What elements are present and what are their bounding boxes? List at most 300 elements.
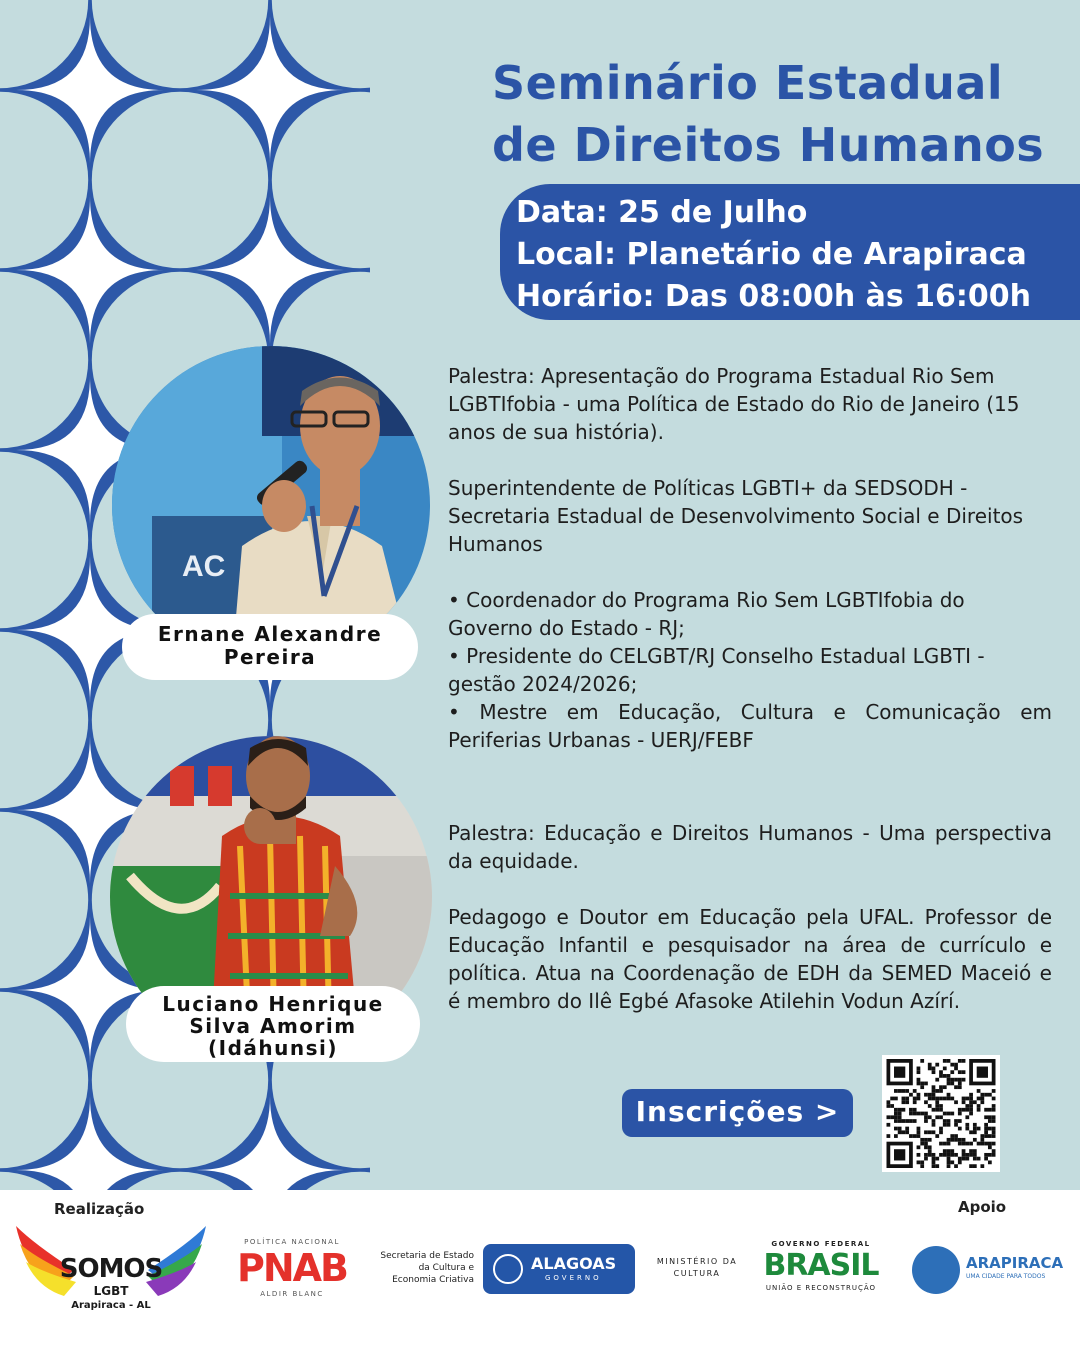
qr-module	[928, 1130, 932, 1134]
qr-module	[920, 1164, 924, 1168]
qr-module	[909, 1134, 913, 1138]
qr-module	[928, 1149, 932, 1153]
qr-module	[902, 1119, 906, 1123]
qr-module	[947, 1078, 951, 1082]
qr-module	[932, 1164, 936, 1168]
qr-module	[969, 1112, 973, 1116]
qr-module	[928, 1115, 932, 1119]
qr-module	[913, 1097, 917, 1101]
qr-module	[905, 1119, 909, 1123]
qr-module	[917, 1093, 921, 1097]
qr-module	[958, 1160, 962, 1164]
qr-module	[954, 1063, 958, 1067]
qr-module	[954, 1078, 958, 1082]
qr-module	[958, 1070, 962, 1074]
qr-module	[947, 1160, 951, 1164]
ministerio-line-2: CULTURA	[673, 1269, 721, 1278]
qr-module	[928, 1145, 932, 1149]
qr-module	[969, 1130, 973, 1134]
qr-module	[943, 1059, 947, 1063]
qr-module	[939, 1127, 943, 1131]
qr-module	[932, 1108, 936, 1112]
qr-module	[917, 1082, 921, 1086]
qr-module	[947, 1097, 951, 1101]
qr-module	[965, 1123, 969, 1127]
qr-module	[980, 1097, 984, 1101]
qr-module	[905, 1097, 909, 1101]
qr-module	[984, 1142, 988, 1146]
qr-module	[947, 1153, 951, 1157]
qr-module	[939, 1115, 943, 1119]
qr-module	[898, 1127, 902, 1131]
qr-module	[954, 1067, 958, 1071]
qr-module	[932, 1093, 936, 1097]
qr-module	[980, 1134, 984, 1138]
apoio-label: Apoio	[958, 1198, 1007, 1216]
qr-module	[954, 1100, 958, 1104]
qr-module	[905, 1127, 909, 1131]
qr-module	[954, 1085, 958, 1089]
qr-module	[988, 1115, 992, 1119]
qr-module	[962, 1149, 966, 1153]
qr-module	[902, 1097, 906, 1101]
qr-module	[935, 1078, 939, 1082]
qr-module	[943, 1112, 947, 1116]
qr-module	[917, 1130, 921, 1134]
event-info-band	[500, 184, 1080, 320]
qr-module	[962, 1100, 966, 1104]
qr-module	[988, 1145, 992, 1149]
qr-module	[924, 1119, 928, 1123]
qr-module	[950, 1078, 954, 1082]
qr-module	[947, 1123, 951, 1127]
secretaria-line-1: Secretaria de Estado	[380, 1251, 474, 1261]
qr-module	[924, 1093, 928, 1097]
brasil-word: BRASIL	[763, 1248, 879, 1283]
qr-module	[935, 1097, 939, 1101]
secretaria-line-3: Economia Criativa	[392, 1275, 474, 1285]
brasil-bottom: UNIÃO E RECONSTRUÇÃO	[765, 1284, 877, 1292]
qr-module	[917, 1127, 921, 1131]
qr-module	[932, 1085, 936, 1089]
qr-code[interactable]	[882, 1055, 1000, 1172]
pnab-word: PNAB	[236, 1246, 348, 1290]
qr-module	[905, 1100, 909, 1104]
qr-module	[988, 1127, 992, 1131]
qr-module	[902, 1130, 906, 1134]
speaker-1-role: Superintendente de Políticas LGBTI+ da SEDSODH - Secretaria Estadual de Desenvolvimento Social e Direitos Humanos	[448, 476, 1024, 556]
qr-module	[950, 1138, 954, 1142]
qr-module	[950, 1082, 954, 1086]
speaker-1-description	[448, 362, 1052, 754]
qr-module	[950, 1070, 954, 1074]
speaker-2-name-pill	[126, 986, 420, 1062]
svg-text:AC: AC	[182, 550, 226, 583]
qr-module	[965, 1153, 969, 1157]
qr-module	[958, 1085, 962, 1089]
qr-module	[939, 1074, 943, 1078]
qr-module	[943, 1085, 947, 1089]
event-date: Data: 25 de Julho	[516, 195, 808, 230]
page-title	[492, 52, 1072, 176]
qr-module	[928, 1063, 932, 1067]
qr-module	[992, 1115, 996, 1119]
qr-module	[887, 1104, 891, 1108]
speaker-1-bullet-3: • Mestre em Educação, Cultura e Comunicação em Periferias Urbanas - UERJ/FEBF	[448, 700, 1052, 752]
qr-module	[954, 1123, 958, 1127]
qr-module	[950, 1160, 954, 1164]
qr-module	[909, 1108, 913, 1112]
qr-module	[894, 1108, 898, 1112]
qr-module	[950, 1134, 954, 1138]
qr-module	[947, 1149, 951, 1153]
arapiraca-crest-icon	[912, 1246, 960, 1294]
qr-module	[932, 1097, 936, 1101]
qr-finder	[894, 1067, 905, 1078]
qr-module	[920, 1059, 924, 1063]
qr-module	[988, 1153, 992, 1157]
qr-module	[984, 1115, 988, 1119]
qr-module	[980, 1138, 984, 1142]
qr-module	[894, 1097, 898, 1101]
qr-module	[924, 1145, 928, 1149]
qr-module	[939, 1085, 943, 1089]
pnab-logo	[230, 1238, 354, 1306]
qr-module	[969, 1142, 973, 1146]
alagoas-governo-logo	[483, 1244, 635, 1294]
qr-module	[890, 1104, 894, 1108]
qr-module	[988, 1108, 992, 1112]
qr-module	[958, 1112, 962, 1116]
qr-module	[917, 1067, 921, 1071]
realizacao-label: Realização	[54, 1200, 145, 1218]
qr-module	[917, 1097, 921, 1101]
qr-module	[977, 1108, 981, 1112]
qr-module	[939, 1097, 943, 1101]
qr-module	[962, 1153, 966, 1157]
qr-module	[917, 1134, 921, 1138]
qr-module	[962, 1059, 966, 1063]
qr-module	[943, 1074, 947, 1078]
qr-module	[932, 1067, 936, 1071]
qr-module	[977, 1089, 981, 1093]
qr-module	[924, 1115, 928, 1119]
qr-module	[992, 1127, 996, 1131]
qr-module	[947, 1112, 951, 1116]
pnab-top: POLÍTICA NACIONAL	[244, 1238, 340, 1246]
qr-module	[913, 1134, 917, 1138]
qr-module	[962, 1138, 966, 1142]
qr-module	[932, 1089, 936, 1093]
qr-module	[924, 1157, 928, 1161]
qr-module	[977, 1104, 981, 1108]
qr-module	[958, 1127, 962, 1131]
qr-module	[992, 1130, 996, 1134]
sponsors-footer	[0, 1190, 1080, 1350]
qr-module	[898, 1119, 902, 1123]
qr-module	[935, 1100, 939, 1104]
qr-module	[939, 1153, 943, 1157]
qr-module	[954, 1134, 958, 1138]
qr-module	[984, 1108, 988, 1112]
alagoas-word: ALAGOAS	[531, 1254, 617, 1273]
qr-module	[958, 1142, 962, 1146]
event-time: Horário: Das 08:00h às 16:00h	[516, 279, 1032, 314]
qr-module	[950, 1112, 954, 1116]
qr-module	[932, 1160, 936, 1164]
arapiraca-word: ARAPIRACA	[966, 1254, 1064, 1272]
somos-lgbt-logo	[14, 1224, 208, 1322]
speaker-1-name-pill	[122, 614, 418, 680]
qr-module	[969, 1108, 973, 1112]
qr-module	[969, 1149, 973, 1153]
qr-module	[943, 1123, 947, 1127]
qr-module	[943, 1097, 947, 1101]
qr-module	[947, 1157, 951, 1161]
qr-module	[913, 1108, 917, 1112]
qr-module	[980, 1100, 984, 1104]
speaker-1-bullet-2: • Presidente do CELGBT/RJ Conselho Estadual LGBTI - gestão 2024/2026;	[448, 644, 985, 696]
qr-module	[935, 1063, 939, 1067]
qr-module	[950, 1153, 954, 1157]
qr-module	[898, 1089, 902, 1093]
qr-module	[894, 1089, 898, 1093]
qr-module	[902, 1089, 906, 1093]
qr-module	[969, 1153, 973, 1157]
qr-module	[958, 1157, 962, 1161]
arapiraca-sub: UMA CIDADE PARA TODOS	[966, 1273, 1046, 1280]
speaker-1-talk: Palestra: Apresentação do Programa Estadual Rio Sem LGBTIfobia - uma Política de Estado do Rio de Janeiro (15 anos de sua história).	[448, 364, 1020, 444]
qr-module	[947, 1093, 951, 1097]
qr-module	[962, 1142, 966, 1146]
qr-module	[947, 1164, 951, 1168]
qr-module	[935, 1104, 939, 1108]
speaker-1-name-line-1: Ernane Alexandre	[157, 622, 383, 646]
qr-module	[969, 1097, 973, 1101]
qr-module	[984, 1093, 988, 1097]
qr-module	[887, 1123, 891, 1127]
qr-module	[909, 1093, 913, 1097]
qr-module	[894, 1119, 898, 1123]
qr-module	[977, 1127, 981, 1131]
qr-module	[973, 1149, 977, 1153]
qr-module	[958, 1138, 962, 1142]
qr-module	[943, 1119, 947, 1123]
qr-module	[920, 1142, 924, 1146]
pattern-circle	[92, 92, 268, 268]
qr-module	[913, 1112, 917, 1116]
qr-module	[924, 1100, 928, 1104]
qr-module	[973, 1100, 977, 1104]
qr-module	[894, 1115, 898, 1119]
event-location: Local: Planetário de Arapiraca	[516, 237, 1027, 272]
qr-module	[988, 1119, 992, 1123]
qr-module	[973, 1127, 977, 1131]
qr-module	[898, 1112, 902, 1116]
qr-module	[913, 1089, 917, 1093]
secretaria-line-2: da Cultura e	[418, 1263, 474, 1273]
qr-module	[928, 1097, 932, 1101]
qr-module	[935, 1115, 939, 1119]
qr-module	[992, 1104, 996, 1108]
qr-module	[992, 1134, 996, 1138]
qr-module	[980, 1093, 984, 1097]
arapiraca-logo	[910, 1234, 1064, 1294]
qr-module	[920, 1160, 924, 1164]
title-line-2: de Direitos Humanos	[492, 118, 1045, 172]
qr-module	[958, 1059, 962, 1063]
qr-finder	[894, 1149, 905, 1160]
qr-module	[917, 1145, 921, 1149]
qr-module	[965, 1097, 969, 1101]
qr-module	[920, 1082, 924, 1086]
qr-module	[943, 1153, 947, 1157]
qr-module	[902, 1100, 906, 1104]
qr-module	[935, 1157, 939, 1161]
qr-module	[950, 1063, 954, 1067]
qr-module	[924, 1138, 928, 1142]
qr-module	[980, 1164, 984, 1168]
somos-place: Arapiraca - AL	[71, 1300, 151, 1311]
qr-module	[928, 1104, 932, 1108]
qr-module	[924, 1082, 928, 1086]
qr-module	[992, 1153, 996, 1157]
qr-module	[939, 1070, 943, 1074]
qr-module	[984, 1134, 988, 1138]
qr-module	[935, 1089, 939, 1093]
qr-module	[920, 1138, 924, 1142]
qr-module	[898, 1130, 902, 1134]
qr-module	[928, 1153, 932, 1157]
alagoas-sub: GOVERNO	[545, 1274, 602, 1282]
qr-module	[917, 1112, 921, 1116]
qr-module	[984, 1127, 988, 1131]
qr-module	[954, 1164, 958, 1168]
qr-module	[992, 1142, 996, 1146]
qr-module	[913, 1119, 917, 1123]
qr-module	[958, 1119, 962, 1123]
qr-module	[905, 1089, 909, 1093]
qr-module	[939, 1089, 943, 1093]
qr-module	[947, 1119, 951, 1123]
qr-module	[962, 1108, 966, 1112]
qr-module	[958, 1078, 962, 1082]
qr-module	[984, 1130, 988, 1134]
qr-module	[973, 1123, 977, 1127]
alagoas-crest-icon	[493, 1254, 523, 1284]
qr-module	[958, 1082, 962, 1086]
qr-module	[932, 1119, 936, 1123]
qr-module	[962, 1097, 966, 1101]
qr-module	[924, 1142, 928, 1146]
qr-module	[887, 1134, 891, 1138]
qr-module	[935, 1134, 939, 1138]
inscricoes-button[interactable]: Inscrições >	[622, 1089, 853, 1137]
secretaria-cultura-logo	[366, 1250, 474, 1286]
qr-module	[932, 1070, 936, 1074]
qr-module	[917, 1078, 921, 1082]
ministerio-cultura-logo	[650, 1256, 744, 1280]
qr-module	[969, 1093, 973, 1097]
speaker-2-description	[448, 819, 1052, 1043]
qr-module	[917, 1070, 921, 1074]
qr-module	[965, 1127, 969, 1131]
somos-lgbt: LGBT	[93, 1284, 129, 1298]
qr-module	[962, 1078, 966, 1082]
qr-module	[954, 1153, 958, 1157]
qr-module	[939, 1108, 943, 1112]
qr-module	[928, 1067, 932, 1071]
qr-module	[902, 1108, 906, 1112]
qr-module	[932, 1157, 936, 1161]
qr-module	[973, 1153, 977, 1157]
qr-module	[988, 1160, 992, 1164]
qr-module	[898, 1108, 902, 1112]
qr-module	[924, 1130, 928, 1134]
qr-module	[947, 1138, 951, 1142]
qr-module	[980, 1142, 984, 1146]
qr-module	[965, 1115, 969, 1119]
qr-module	[973, 1157, 977, 1161]
qr-module	[932, 1130, 936, 1134]
qr-module	[909, 1112, 913, 1116]
qr-module	[939, 1142, 943, 1146]
brasil-top: GOVERNO FEDERAL	[771, 1240, 871, 1248]
qr-module	[965, 1104, 969, 1108]
qr-module	[913, 1100, 917, 1104]
qr-module	[924, 1153, 928, 1157]
ministerio-line-1: MINISTÉRIO DA	[656, 1257, 738, 1266]
qr-module	[988, 1142, 992, 1146]
qr-module	[992, 1108, 996, 1112]
qr-finder	[977, 1067, 988, 1078]
qr-module	[932, 1153, 936, 1157]
qr-module	[947, 1059, 951, 1063]
qr-module	[887, 1100, 891, 1104]
qr-module	[984, 1123, 988, 1127]
title-line-1: Seminário Estadual	[492, 56, 1004, 110]
speaker-2-name-line-2: Silva Amorim	[189, 1014, 357, 1038]
qr-module	[894, 1112, 898, 1116]
qr-module	[905, 1130, 909, 1134]
qr-module	[943, 1067, 947, 1071]
qr-module	[917, 1160, 921, 1164]
speaker-2-talk: Palestra: Educação e Direitos Humanos - Uma perspectiva da equidade.	[448, 821, 1052, 873]
qr-module	[887, 1115, 891, 1119]
qr-module	[909, 1119, 913, 1123]
qr-module	[950, 1097, 954, 1101]
qr-module	[992, 1149, 996, 1153]
qr-module	[894, 1134, 898, 1138]
speaker-2-name-line-3: (Idáhunsi)	[207, 1036, 338, 1060]
qr-module	[965, 1142, 969, 1146]
qr-module	[984, 1153, 988, 1157]
speaker-1-name-line-2: Pereira	[223, 645, 317, 669]
qr-module	[890, 1097, 894, 1101]
qr-module	[969, 1104, 973, 1108]
qr-module	[924, 1112, 928, 1116]
qr-module	[920, 1112, 924, 1116]
qr-module	[943, 1149, 947, 1153]
qr-module	[943, 1142, 947, 1146]
qr-module	[932, 1123, 936, 1127]
qr-module	[973, 1130, 977, 1134]
qr-module	[935, 1164, 939, 1168]
qr-module	[917, 1153, 921, 1157]
qr-module	[947, 1074, 951, 1078]
qr-module	[954, 1138, 958, 1142]
qr-module	[977, 1142, 981, 1146]
